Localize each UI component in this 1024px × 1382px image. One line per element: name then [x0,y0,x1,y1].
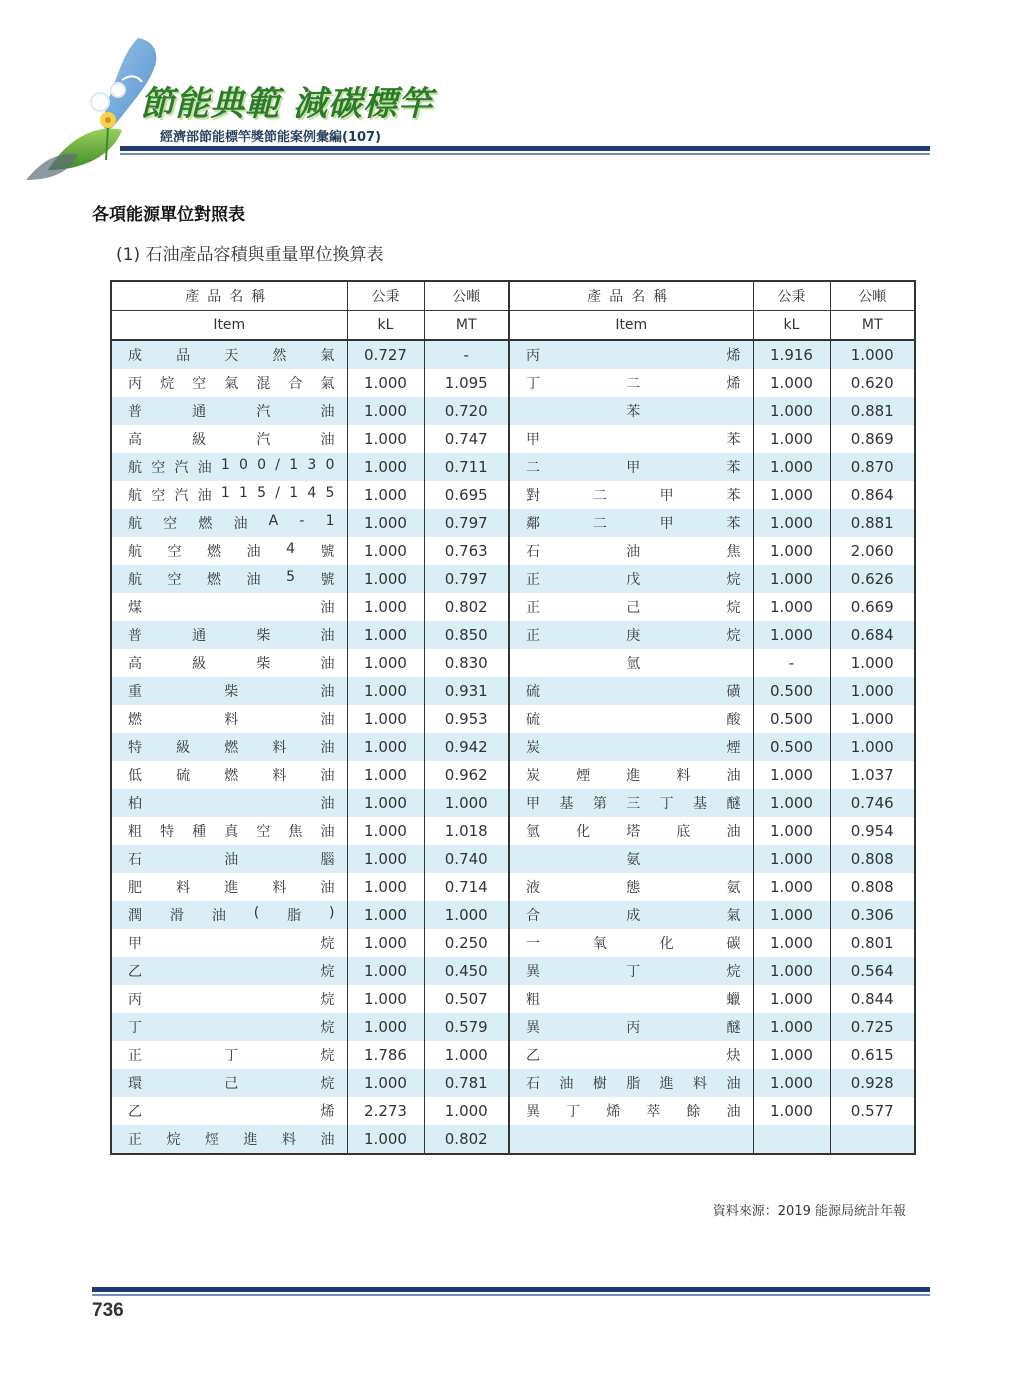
item-name-right-text: 氫 化 塔 底 油 [526,824,741,840]
item-name-left-text: 環 己 烷 [128,1076,335,1092]
table-row [111,621,915,649]
mt-value-right: 0.801 [830,929,915,957]
item-name-right-text: 丁 二 烯 [526,376,741,392]
kl-value-right: 0.500 [753,733,830,761]
item-name-left [111,985,347,1013]
mt-value-left: 0.507 [424,985,509,1013]
item-name-right [509,845,753,873]
item-name-right [509,929,753,957]
page-header [0,0,1024,200]
header-kl-en-right: kL [753,311,830,341]
kl-value-right: 0.500 [753,677,830,705]
item-name-left-text: 石 油 腦 [128,852,335,868]
mt-value-right: 0.577 [830,1097,915,1125]
mt-value-left: 0.763 [424,537,509,565]
footer-rule-thin [92,1294,930,1296]
item-name-right [509,1013,753,1041]
item-name-right [509,985,753,1013]
kl-value-left: 1.000 [347,1013,424,1041]
kl-value-right: 1.000 [753,817,830,845]
item-name-left-text: 粗 特 種 真 空 焦 油 [128,824,335,840]
table-header-row-zh [111,281,915,311]
item-name-right-text: 異 丁 烷 [526,964,741,980]
item-name-right-text: 正 己 烷 [526,600,741,616]
source-note: 資料來源：2019 能源局統計年報 [712,1204,906,1219]
kl-value-left: 1.000 [347,901,424,929]
mt-value-right: 0.746 [830,789,915,817]
item-name-left-text: 正 丁 烷 [128,1048,335,1064]
kl-value-left: 1.000 [347,733,424,761]
item-name-left-text: 航 空 汽 油 1 1 5 / 1 4 5 [128,485,335,504]
kl-value-right: 1.000 [753,481,830,509]
mt-value-right: 0.808 [830,845,915,873]
header-kl-en: kL [347,311,424,341]
kl-value-right: 1.000 [753,985,830,1013]
kl-value-right: 1.000 [753,929,830,957]
item-name-right-text: 液 態 氨 [526,880,741,896]
kl-value-right: 1.000 [753,621,830,649]
table-row [111,677,915,705]
item-name-right-text: 對 二 甲 苯 [526,488,741,504]
table-body [111,340,915,1154]
item-name-left [111,397,347,425]
item-name-left-text: 低 硫 燃 料 油 [128,768,335,784]
table-row [111,425,915,453]
mt-value-right: 0.864 [830,481,915,509]
kl-value-left: 1.000 [347,565,424,593]
item-name-right-text: 鄰 二 甲 苯 [526,516,741,532]
mt-value-left: 0.942 [424,733,509,761]
table-row [111,761,915,789]
item-name-right [509,397,753,425]
item-name-left-text: 甲 烷 [128,936,335,952]
brand-title: 節能典範 減碳標竿 [140,84,433,124]
table-row [111,705,915,733]
kl-value-left: 2.273 [347,1097,424,1125]
mt-value-right: 0.669 [830,593,915,621]
item-name-left-text: 正 烷 烴 進 料 油 [128,1132,335,1148]
item-name-left [111,537,347,565]
item-name-left [111,957,347,985]
item-name-left-text: 肥 料 進 料 油 [128,880,335,896]
item-name-right-text: 甲 基 第 三 丁 基 醚 [526,796,741,812]
table-row [111,929,915,957]
kl-value-left: 1.000 [347,677,424,705]
item-name-left [111,509,347,537]
mt-value-left: 0.579 [424,1013,509,1041]
kl-value-right: - [753,649,830,677]
table-row [111,1125,915,1154]
item-name-left-text: 普 通 汽 油 [128,404,335,420]
item-name-left [111,901,347,929]
table-row [111,369,915,397]
kl-value-right: 1.000 [753,873,830,901]
item-name-right-text: 二 甲 苯 [526,460,741,476]
table-row [111,817,915,845]
item-name-right [509,453,753,481]
item-name-right-text: 乙 炔 [526,1048,741,1064]
item-name-right-text: 炭 煙 [526,740,741,756]
mt-value-left: 0.450 [424,957,509,985]
item-name-right-text: 硫 磺 [526,684,741,700]
mt-value-left: 0.711 [424,453,509,481]
table-row [111,1013,915,1041]
table-row [111,985,915,1013]
table-row [111,537,915,565]
item-name-left [111,621,347,649]
kl-value-left: 1.000 [347,761,424,789]
item-name-left-text: 潤 滑 油 ( 脂 ) [128,905,335,924]
conversion-table-wrapper [110,280,914,1155]
kl-value-left: 1.000 [347,789,424,817]
mt-value-left: 1.000 [424,1041,509,1069]
kl-value-left: 1.000 [347,985,424,1013]
kl-value-left: 1.000 [347,957,424,985]
mt-value-left: 0.850 [424,621,509,649]
item-name-right-text: 合 成 氣 [526,908,741,924]
kl-value-left: 1.000 [347,369,424,397]
section-title: 各項能源單位對照表 [92,205,245,225]
item-name-right [509,1041,753,1069]
kl-value-right: 1.000 [753,369,830,397]
item-name-left-text: 特 級 燃 料 油 [128,740,335,756]
footer-rule [92,1287,930,1292]
kl-value-left: 1.000 [347,873,424,901]
item-name-right [509,761,753,789]
header-name-en: Item [111,311,347,341]
item-name-left [111,929,347,957]
mt-value-left: 1.095 [424,369,509,397]
mt-value-left: 0.830 [424,649,509,677]
header-mt-en: MT [424,311,509,341]
item-name-right [509,957,753,985]
table-row [111,397,915,425]
kl-value-right: 1.000 [753,901,830,929]
item-name-left-text: 乙 烯 [128,1104,335,1120]
header-mt-en-right: MT [830,311,915,341]
mt-value-right: 0.564 [830,957,915,985]
item-name-right [509,677,753,705]
header-rule-thin [120,153,930,155]
header-rule [120,146,930,151]
item-name-left [111,705,347,733]
kl-value-right: 1.000 [753,845,830,873]
mt-value-left: 0.695 [424,481,509,509]
header-name-zh: 產品名稱 [111,281,347,311]
mt-value-left: - [424,340,509,369]
item-name-right-text: 苯 [626,404,641,420]
item-name-left [111,453,347,481]
item-name-right [509,733,753,761]
kl-value-left: 1.000 [347,453,424,481]
item-name-left [111,369,347,397]
item-name-left-text: 燃 料 油 [128,712,335,728]
item-name-left [111,1069,347,1097]
table-row [111,733,915,761]
kl-value-left: 1.786 [347,1041,424,1069]
mt-value-right: 1.000 [830,705,915,733]
kl-value-left: 1.000 [347,397,424,425]
table-row [111,845,915,873]
item-name-right [509,340,753,369]
header-name-zh-right: 產品名稱 [509,281,753,311]
item-name-right [509,1125,753,1154]
mt-value-left: 0.802 [424,593,509,621]
mt-value-right: 0.954 [830,817,915,845]
mt-value-right: 1.000 [830,733,915,761]
kl-value-right: 1.000 [753,593,830,621]
mt-value-right: 0.620 [830,369,915,397]
item-name-left-text: 煤 油 [128,600,335,616]
kl-value-left: 1.000 [347,425,424,453]
item-name-left-text: 重 柴 油 [128,684,335,700]
item-name-right-text: 石 油 焦 [526,544,741,560]
item-name-left-text: 丙 烷 [128,992,335,1008]
item-name-left [111,873,347,901]
mt-value-left: 0.797 [424,565,509,593]
item-name-left-text: 高 級 汽 油 [128,432,335,448]
item-name-right-text: 正 戊 烷 [526,572,741,588]
kl-value-left: 1.000 [347,1069,424,1097]
item-name-right [509,873,753,901]
mt-value-left: 0.740 [424,845,509,873]
mt-value-right [830,1125,915,1154]
item-name-right [509,593,753,621]
table-row [111,789,915,817]
item-name-right-text: 正 庚 烷 [526,628,741,644]
table-row [111,873,915,901]
kl-value-left: 1.000 [347,929,424,957]
table-row [111,649,915,677]
table-row [111,453,915,481]
mt-value-left: 0.797 [424,509,509,537]
item-name-right-text: 丙 烯 [526,348,741,364]
item-name-right [509,1069,753,1097]
item-name-right [509,481,753,509]
kl-value-right: 1.916 [753,340,830,369]
item-name-right-text: 石 油 樹 脂 進 料 油 [526,1076,741,1092]
table-row [111,901,915,929]
kl-value-right: 1.000 [753,1097,830,1125]
kl-value-right: 1.000 [753,1041,830,1069]
table-title: (1) 石油產品容積與重量單位換算表 [116,245,384,265]
item-name-right-text: 硫 酸 [526,712,741,728]
kl-value-left: 1.000 [347,621,424,649]
kl-value-right: 1.000 [753,565,830,593]
item-name-left [111,817,347,845]
mt-value-left: 0.781 [424,1069,509,1097]
item-name-left [111,481,347,509]
item-name-left [111,340,347,369]
kl-value-right: 1.000 [753,397,830,425]
item-name-right-text: 異 丁 烯 萃 餘 油 [526,1104,741,1120]
mt-value-left: 0.720 [424,397,509,425]
item-name-right [509,705,753,733]
item-name-right [509,537,753,565]
mt-value-right: 0.881 [830,509,915,537]
kl-value-right: 1.000 [753,425,830,453]
kl-value-right: 1.000 [753,453,830,481]
kl-value-left: 1.000 [347,481,424,509]
item-name-left [111,677,347,705]
kl-value-right: 1.000 [753,1013,830,1041]
item-name-left-text: 普 通 柴 油 [128,628,335,644]
item-name-right [509,621,753,649]
header-mt-zh-right: 公噸 [830,281,915,311]
table-row [111,1069,915,1097]
item-name-left [111,1125,347,1154]
mt-value-left: 1.000 [424,1097,509,1125]
item-name-left-text: 航 空 汽 油 1 0 0 / 1 3 0 [128,457,335,476]
item-name-right-text: 炭 煙 進 料 油 [526,768,741,784]
mt-value-right: 0.306 [830,901,915,929]
table-row [111,340,915,369]
kl-value-right [753,1125,830,1154]
kl-value-left: 1.000 [347,509,424,537]
mt-value-right: 0.844 [830,985,915,1013]
kl-value-left: 1.000 [347,705,424,733]
item-name-left [111,733,347,761]
item-name-right [509,509,753,537]
item-name-left-text: 航 空 燃 油 5 號 [128,569,335,588]
item-name-right-text: 粗 蠟 [526,992,741,1008]
conversion-table [110,280,916,1155]
mt-value-left: 0.931 [424,677,509,705]
kl-value-left: 1.000 [347,537,424,565]
item-name-right [509,565,753,593]
kl-value-left: 1.000 [347,817,424,845]
mt-value-right: 2.060 [830,537,915,565]
mt-value-right: 1.000 [830,677,915,705]
kl-value-right: 1.000 [753,509,830,537]
mt-value-left: 1.000 [424,901,509,929]
mt-value-left: 0.953 [424,705,509,733]
item-name-right [509,789,753,817]
item-name-right [509,817,753,845]
item-name-right-text: 氨 [626,852,641,868]
mt-value-right: 1.037 [830,761,915,789]
item-name-right [509,1097,753,1125]
item-name-left [111,761,347,789]
item-name-left [111,1041,347,1069]
table-row [111,593,915,621]
mt-value-left: 0.714 [424,873,509,901]
mt-value-left: 0.747 [424,425,509,453]
item-name-right [509,369,753,397]
mt-value-right: 0.725 [830,1013,915,1041]
item-name-left-text: 乙 烷 [128,964,335,980]
mt-value-right: 0.881 [830,397,915,425]
kl-value-left: 1.000 [347,845,424,873]
brand-subtitle: 經濟部節能標竿獎節能案例彙編(107) [160,130,382,145]
item-name-right-text: 異 丙 醚 [526,1020,741,1036]
table-row [111,1041,915,1069]
kl-value-left: 0.727 [347,340,424,369]
kl-value-left: 1.000 [347,593,424,621]
mt-value-left: 1.018 [424,817,509,845]
mt-value-right: 1.000 [830,649,915,677]
table-header-row-en [111,311,915,341]
item-name-right [509,425,753,453]
mt-value-right: 0.928 [830,1069,915,1097]
kl-value-right: 1.000 [753,957,830,985]
kl-value-right: 1.000 [753,1069,830,1097]
item-name-left-text: 航 空 燃 油 A - 1 [128,513,335,532]
item-name-right-text: 甲 苯 [526,432,741,448]
table-row [111,1097,915,1125]
item-name-left [111,425,347,453]
mt-value-right: 0.684 [830,621,915,649]
item-name-left-text: 柏 油 [128,796,335,812]
table-row [111,509,915,537]
item-name-left [111,565,347,593]
mt-value-left: 0.250 [424,929,509,957]
item-name-right-text: 一 氧 化 碳 [526,936,741,952]
item-name-left [111,789,347,817]
item-name-left-text: 成 品 天 然 氣 [128,348,335,364]
mt-value-right: 0.869 [830,425,915,453]
mt-value-left: 0.802 [424,1125,509,1154]
kl-value-right: 0.500 [753,705,830,733]
mt-value-left: 1.000 [424,789,509,817]
item-name-left [111,1013,347,1041]
item-name-right [509,649,753,677]
item-name-left [111,593,347,621]
mt-value-right: 1.000 [830,340,915,369]
table-row [111,957,915,985]
item-name-left-text: 高 級 柴 油 [128,656,335,672]
header-name-en-right: Item [509,311,753,341]
table-row [111,481,915,509]
item-name-left [111,845,347,873]
item-name-left-text: 航 空 燃 油 4 號 [128,541,335,560]
item-name-left-text: 丁 烷 [128,1020,335,1036]
table-row [111,565,915,593]
kl-value-left: 1.000 [347,1125,424,1154]
item-name-left [111,1097,347,1125]
mt-value-right: 0.808 [830,873,915,901]
kl-value-right: 1.000 [753,761,830,789]
item-name-left-text: 丙 烷 空 氣 混 合 氣 [128,376,335,392]
header-kl-zh: 公秉 [347,281,424,311]
item-name-right-text: 氫 [626,656,641,672]
kl-value-right: 1.000 [753,789,830,817]
mt-value-right: 0.626 [830,565,915,593]
item-name-left [111,649,347,677]
kl-value-left: 1.000 [347,649,424,677]
header-mt-zh: 公噸 [424,281,509,311]
item-name-right [509,901,753,929]
page-number: 736 [92,1300,124,1321]
kl-value-right: 1.000 [753,537,830,565]
header-kl-zh-right: 公秉 [753,281,830,311]
mt-value-right: 0.870 [830,453,915,481]
mt-value-right: 0.615 [830,1041,915,1069]
mt-value-left: 0.962 [424,761,509,789]
